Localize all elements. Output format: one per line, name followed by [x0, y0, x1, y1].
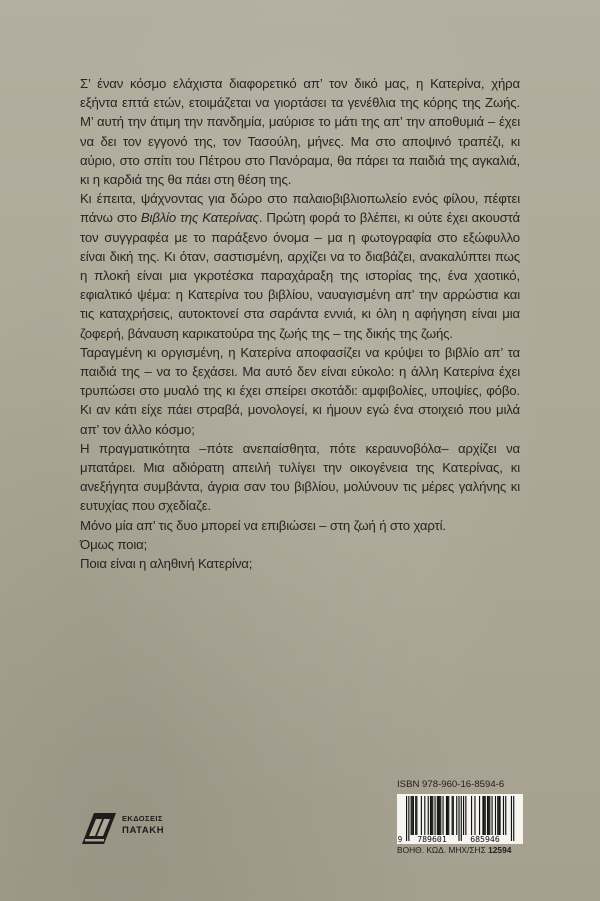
barcode-bar	[432, 796, 433, 835]
barcode-bar	[413, 796, 414, 835]
blurb-paragraph-6: Όμως ποια;	[80, 536, 148, 552]
publisher-logo	[80, 810, 190, 846]
barcode-bar	[453, 796, 454, 835]
barcode-bar	[416, 796, 417, 835]
internal-code-label: ΒΟΗΘ. ΚΩΔ. ΜΗΧ/ΣΗΣ	[397, 845, 486, 855]
blurb-paragraph-2-end: . Πρώτη φορά το βλέπει, κι ούτε έχει ακουστά τον συγγραφέα με το παράξενο όνομα – μα η φωτογραφία στο εξώφυλλο είναι δική της. Κι όταν, σαστισμένη, αρχίζει να το διαβάζει, ανακαλύπτει πως η πλοκή είναι μια γκροτέσκα παραχάραξη της ιστορίας της, ένα χαοτικό, εφιαλτικό ψέμα: η Κατερίνα του βιβλίου, ναυαγισμένη απ’ την αρρώστια και τις καταχρήσεις, αυτοκτονεί στα σαράντα εννιά, κι όλη η αφήγηση είναι μια ζοφερή, βάναυση καρικατούρα της ζωής της – της δικής της ζωής.	[80, 210, 520, 341]
barcode-bar	[440, 796, 441, 835]
barcode-bar	[448, 796, 449, 835]
barcode-bar	[406, 796, 407, 841]
barcode-bar	[495, 796, 496, 835]
barcode-bar	[488, 796, 489, 835]
blurb-paragraph-3: Ταραγμένη κι οργισμένη, η Κατερίνα αποφασίζει να κρύψει το βιβλίο απ’ τα παιδιά της – να το ξεχάσει. Μα αυτό δεν είναι εύκολο: η άλλη Κατερίνα έχει τρυπώσει στο μυαλό της κι έχει σπείρει σκοτάδι: αμφιβολίες, υποψίες, φόβο. Κι αν κάτι είχε πάει στραβά, μονολογεί, κι ήμουν εγώ ένα στοιχειό που μιλά απ’ τον άλλο κόσμο;	[80, 344, 520, 437]
barcode-bar	[456, 796, 457, 835]
publisher-name-line2: ΠΑΤΑΚΗ	[122, 825, 165, 836]
barcode-bar	[408, 796, 409, 841]
internal-code-line	[397, 845, 523, 855]
blurb-paragraph-2-start: Κι έπειτα, ψάχνοντας για δώρο στο παλαιοβιβλιοπωλείο ενός φίλου, πέφτει πάνω στο	[80, 191, 520, 226]
barcode-bar	[431, 796, 432, 835]
barcode-bar	[411, 796, 412, 835]
blurb-paragraph-7: Ποια είναι η αληθινή Κατερίνα;	[80, 556, 253, 572]
barcode-bar	[461, 796, 462, 841]
barcode-bar	[474, 796, 475, 835]
book-title-italic: Βιβλίο της Κατερίνας	[140, 210, 259, 226]
back-cover-blurb	[80, 74, 520, 573]
barcode-bar	[442, 796, 443, 835]
barcode-digits: 9	[397, 835, 403, 844]
barcode-bar	[430, 796, 431, 835]
barcode-bar	[437, 796, 438, 835]
barcode-bar	[421, 796, 422, 835]
barcode-bar	[447, 796, 448, 835]
barcode-bar	[428, 796, 429, 835]
barcode-bar	[485, 796, 486, 835]
barcode-bar	[435, 796, 436, 835]
barcode-digits: 789601	[417, 834, 447, 844]
barcode-bar	[465, 796, 466, 835]
barcode-bar	[487, 796, 488, 835]
barcode-bar	[439, 796, 440, 835]
barcode-bar	[511, 796, 512, 841]
barcode-bar	[479, 796, 480, 835]
barcode-bar	[415, 796, 416, 835]
barcode-bars	[397, 794, 523, 844]
barcode-bar	[424, 796, 425, 835]
blurb-paragraph-5: Μόνο μία απ’ τις δυο μπορεί να επιβιώσει – στη ζωή ή στο χαρτί.	[80, 517, 446, 533]
barcode-bar	[503, 796, 504, 835]
barcode-bar	[497, 796, 498, 835]
barcode-bar	[498, 796, 499, 835]
blurb-paragraph-1: Σ’ έναν κόσμο ελάχιστα διαφορετικό απ’ τον δικό μας, η Κατερίνα, χήρα εξήντα επτά ετών, ετοιμάζεται να γιορτάσει τα γενέθλια της κόρης της Ζωής. Μ’ αυτή την άτιμη την πανδημία, μαύρισε το μάτι της απ’ την αποθυμιά – έχει να δει τον εγγονό της, τον Τασούλη, μήνες. Μα στο αποψινό τραπέζι, κι αύριο, στο σπίτι του Πέτρου στο Πανόραμα, θα πάρει τα παιδιά της αγκαλιά, κι η καρδιά της θα πάει στη θέση της.	[80, 76, 520, 188]
barcode-bar	[446, 796, 447, 835]
barcode-bar	[489, 796, 490, 835]
barcode-bar	[438, 796, 439, 835]
barcode-bar	[458, 796, 459, 841]
barcode-bar	[482, 796, 483, 835]
barcode-bar	[452, 796, 453, 835]
barcode-bar	[463, 796, 464, 835]
barcode-bar	[412, 796, 413, 835]
barcode-bar	[499, 796, 500, 835]
isbn-label: ISBN 978-960-16-8594-6	[397, 779, 505, 790]
barcode-bar	[471, 796, 472, 835]
publisher-logo-icon	[80, 810, 118, 846]
barcode	[397, 794, 523, 844]
barcode-bar	[484, 796, 485, 835]
barcode-digits: 685946	[470, 834, 500, 844]
blurb-paragraph-2	[80, 189, 520, 343]
publisher-name-line1: ΕΚΔΟΣΕΙΣ	[122, 814, 163, 823]
barcode-bar	[492, 796, 493, 835]
barcode-bar	[505, 796, 506, 835]
blurb-paragraph-4: Η πραγματικότητα –πότε ανεπαίσθητα, πότε κεραυνοβόλα– αρχίζει να μπατάρει. Μια αδιόρατη απειλή τυλίγει την οικογένεια της Κατερίνας, κι ανεξήγητα συμβάντα, άγρια σαν του βιβλίου, μολύνουν τις μέρες γαλήνης κι ευτυχίας που σχεδίαζε.	[80, 440, 520, 514]
barcode-bar	[513, 796, 514, 841]
internal-code-number: 12594	[488, 845, 512, 855]
